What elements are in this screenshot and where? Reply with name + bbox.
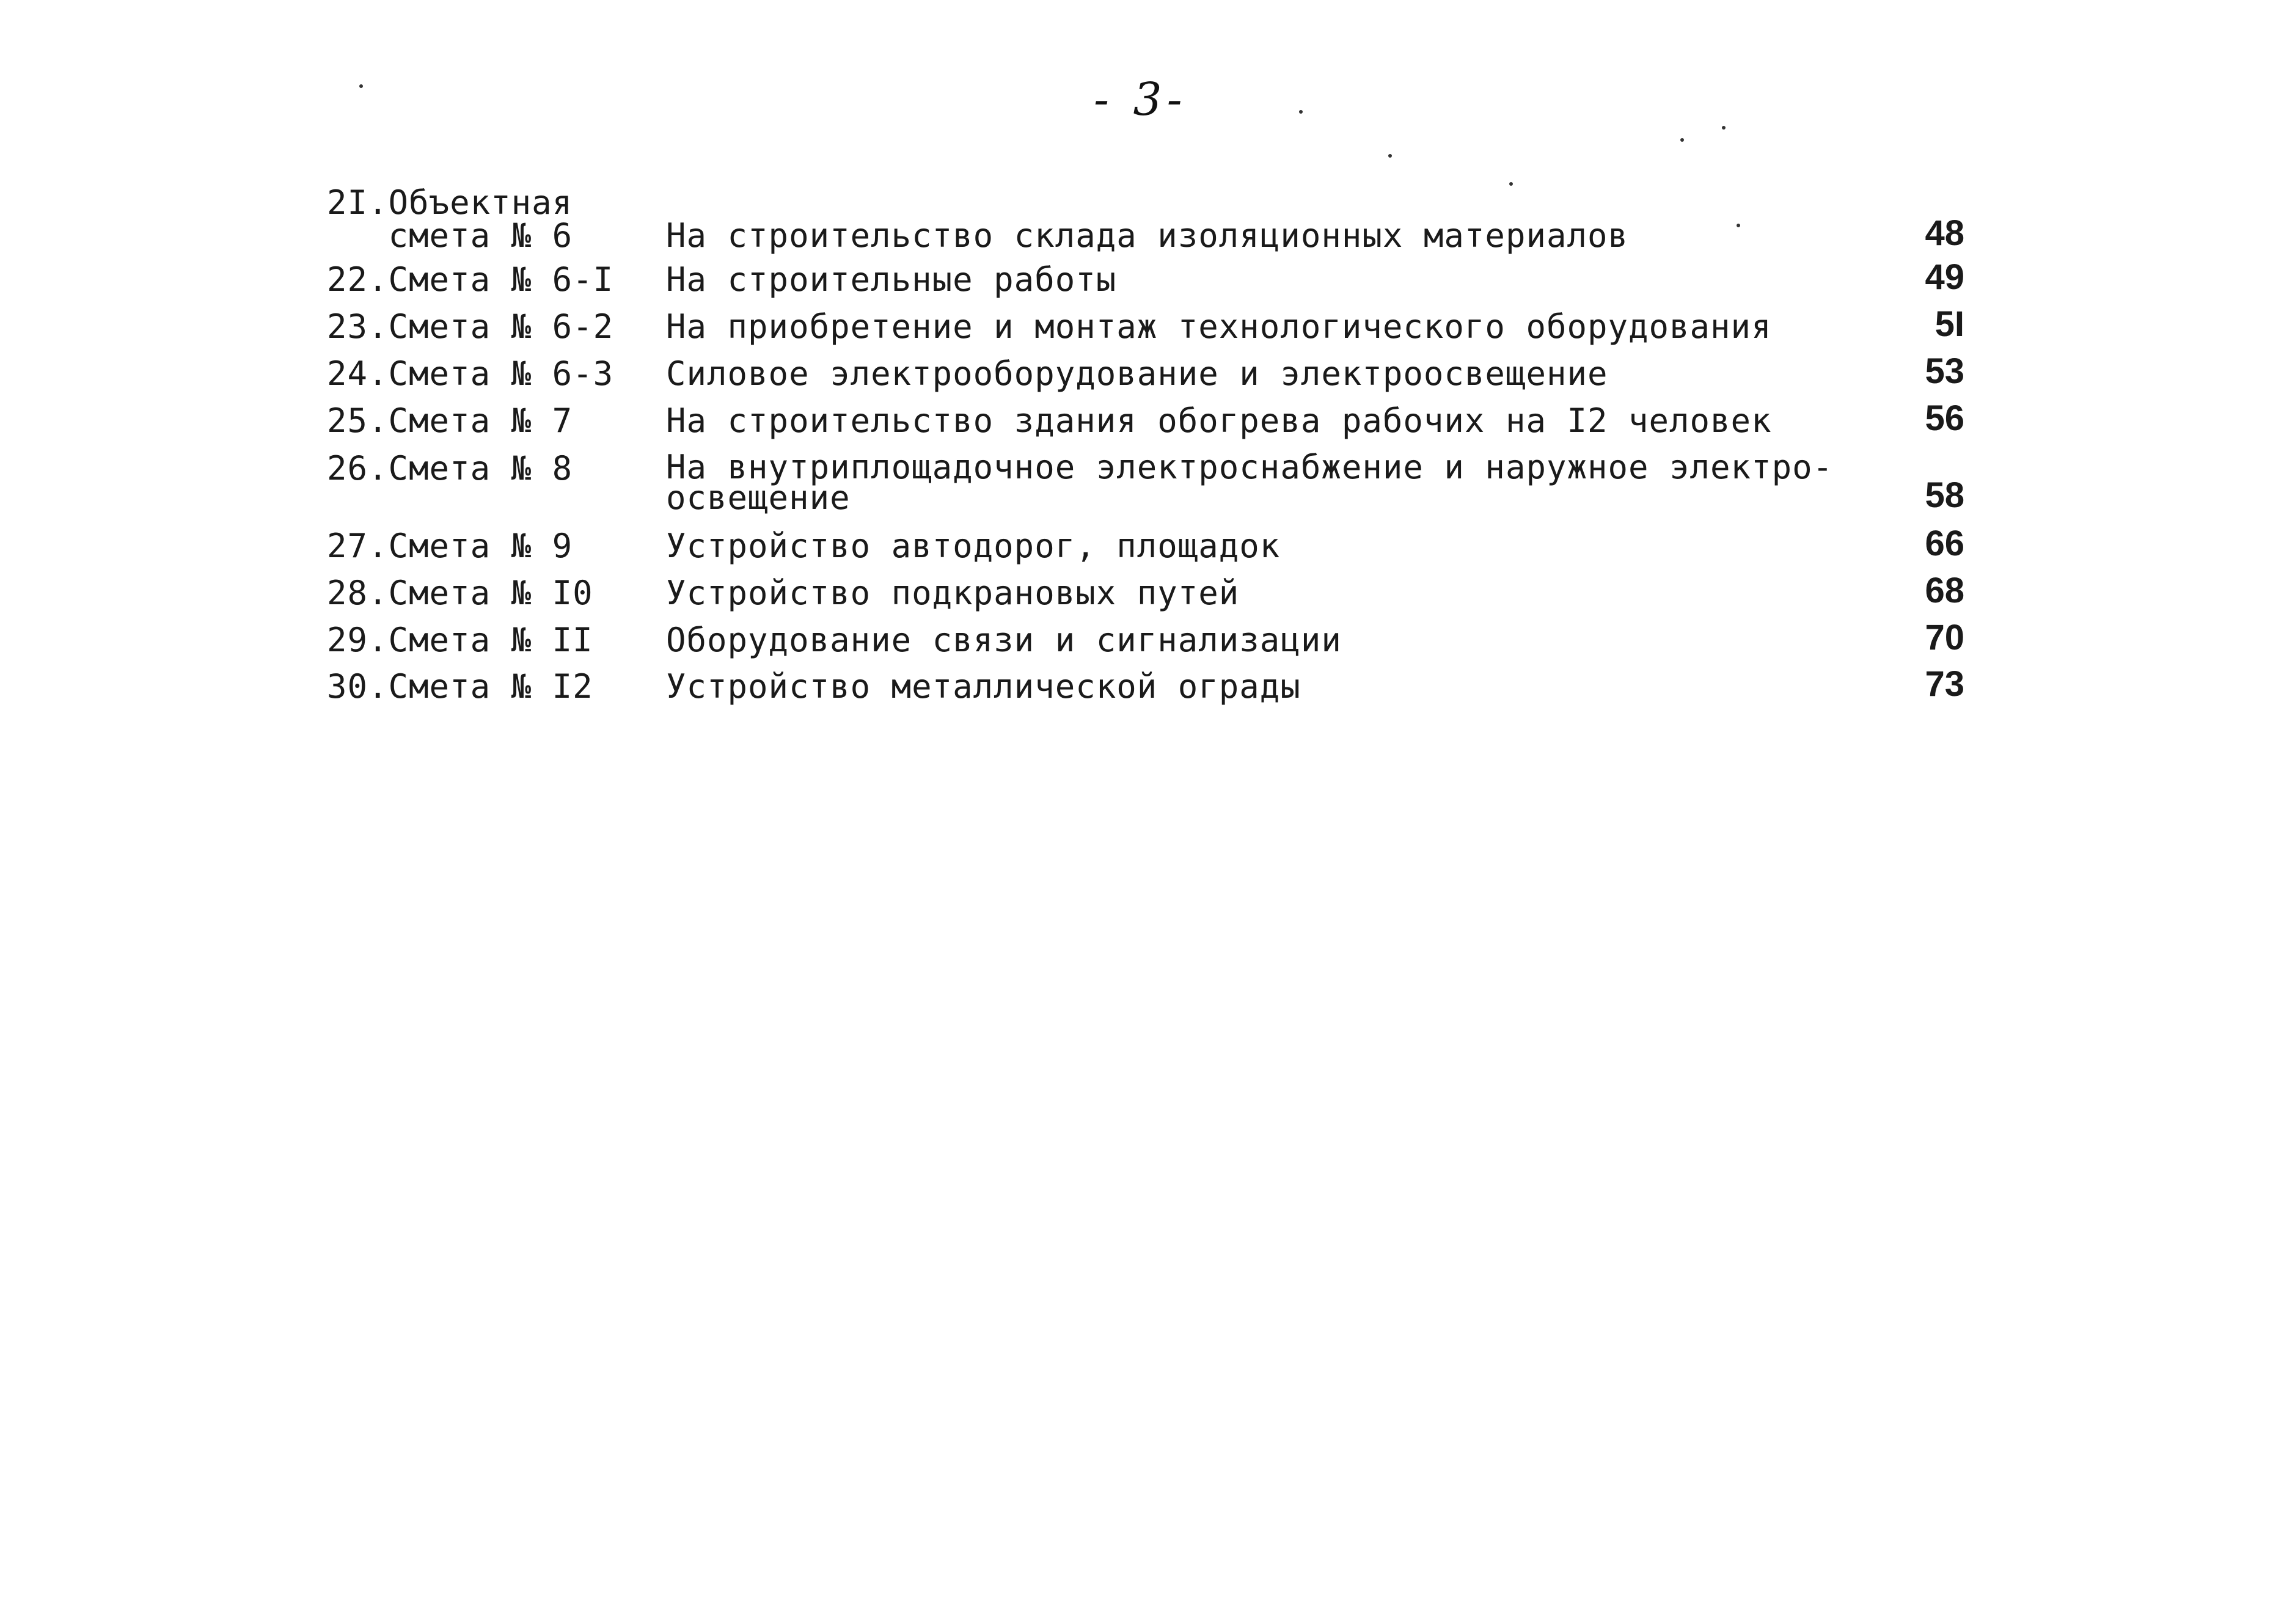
entry-page: 48 bbox=[1925, 213, 1964, 253]
entry-label: 27.Смета № 9 bbox=[327, 527, 573, 565]
toc-entry bbox=[327, 524, 1964, 566]
toc-entry bbox=[327, 183, 1964, 255]
entry-description: Оборудование связи и сигнализации bbox=[666, 621, 1342, 659]
entry-description: На строительство склада изоляционных материалов bbox=[666, 216, 1629, 255]
toc-entry bbox=[327, 304, 1964, 347]
entry-label: 28.Смета № I0 bbox=[327, 574, 593, 612]
entry-description: Устройство автодорог, площадок bbox=[666, 527, 1281, 565]
entry-description: Устройство подкрановых путей bbox=[666, 574, 1240, 612]
entry-page: 73 bbox=[1925, 664, 1964, 704]
toc-entry bbox=[327, 398, 1964, 441]
entry-description: На внутриплощадочное электроснабжение и наружное электро- освещение bbox=[666, 448, 1834, 517]
table-of-contents bbox=[327, 0, 1964, 733]
entry-label: 24.Смета № 6-3 bbox=[327, 354, 614, 393]
entry-page: 5I bbox=[1934, 304, 1964, 344]
toc-entry bbox=[327, 618, 1964, 660]
entry-description: Силовое электрооборудование и электроосвещение bbox=[666, 354, 1608, 393]
entry-label: 25.Смета № 7 bbox=[327, 401, 573, 440]
entry-label: 26.Смета № 8 bbox=[327, 449, 573, 488]
toc-entry bbox=[327, 571, 1964, 613]
entry-label: 30.Смета № I2 bbox=[327, 667, 593, 706]
entry-description: На строительство здания обогрева рабочих на I2 человек bbox=[666, 401, 1772, 440]
entry-label: 23.Смета № 6-2 bbox=[327, 307, 614, 346]
entry-page: 68 bbox=[1925, 571, 1964, 610]
entry-page: 66 bbox=[1925, 524, 1964, 563]
toc-entry bbox=[327, 351, 1964, 394]
toc-entry bbox=[327, 448, 1964, 519]
entry-page: 53 bbox=[1925, 351, 1964, 391]
entry-page: 56 bbox=[1925, 398, 1964, 438]
entry-page: 49 bbox=[1925, 257, 1964, 297]
entry-page: 70 bbox=[1925, 618, 1964, 657]
entry-description: На строительные работы bbox=[666, 260, 1117, 299]
toc-entry bbox=[327, 257, 1964, 300]
entry-label: 22.Смета № 6-I bbox=[327, 260, 614, 299]
entry-description: На приобретение и монтаж технологического оборудования bbox=[666, 307, 1772, 346]
entry-label: 2I.Объектная смета № 6 bbox=[327, 183, 573, 255]
entry-page: 58 bbox=[1925, 475, 1964, 515]
page-number: - 3- bbox=[1094, 73, 1187, 126]
entry-label: 29.Смета № II bbox=[327, 621, 593, 659]
entry-description: Устройство металлической ограды bbox=[666, 667, 1301, 706]
toc-entry bbox=[327, 664, 1964, 707]
